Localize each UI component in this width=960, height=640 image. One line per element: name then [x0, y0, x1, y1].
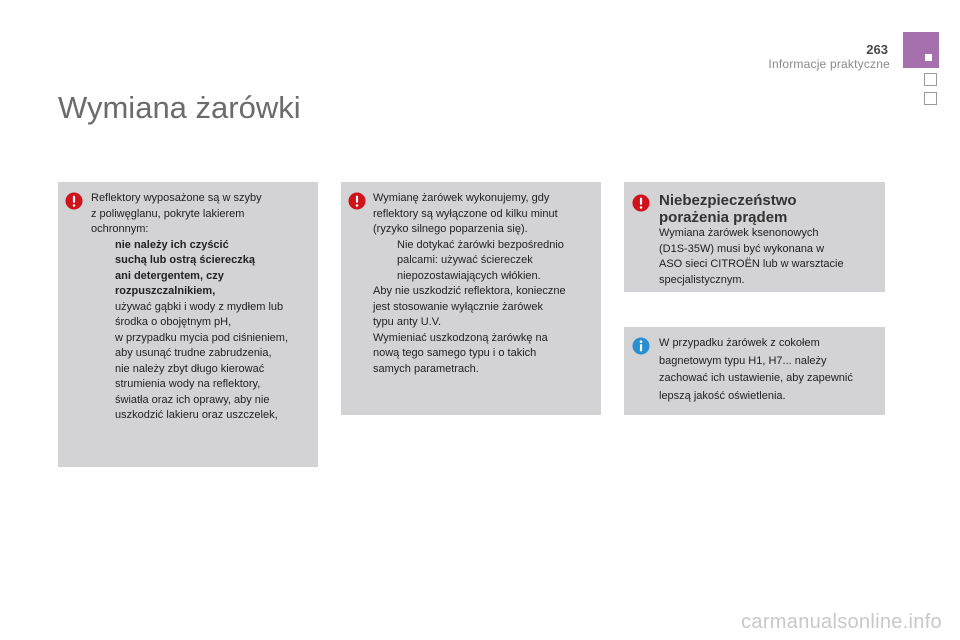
warning-box-electric-shock: [624, 182, 885, 292]
section-title: Informacje praktyczne: [768, 57, 890, 71]
box3-title: Niebezpieczeństwo porażenia prądem: [659, 192, 797, 226]
box4-body: W przypadku żarówek z cokołem bagnetowym typu H1, H7... należy zachować ich ustawienie, aby zapewnić lepszą jakość oświetlenia.: [659, 337, 853, 402]
info-icon: [632, 337, 650, 355]
info-box-bayonet-bulbs: [624, 327, 885, 415]
box2-outro: Aby nie uszkodzić reflektora, konieczne jest stosowanie wyłącznie żarówek typu anty U.V. Wymieniać uszkodzoną żarówkę na nową tego samego typu i o takich samych parametrach.: [373, 285, 566, 375]
warning-box-cleaning: [58, 182, 318, 467]
tab-marker-icon: [925, 54, 932, 61]
warning-box-bulb-handling: [341, 182, 601, 415]
list-item: Nie dotykać żarówki bezpośrednio palcami: używać ściereczek niepozostawiających włókien.: [397, 238, 564, 282]
chapter-tab[interactable]: [924, 92, 937, 105]
box3-body: Wymiana żarówek ksenonowych (D1S-35W) musi być wykonana w ASO sieci CITROËN lub w warsztacie specjalistycznym.: [659, 227, 844, 286]
list-item: nie należy ich czyścić suchą lub ostrą ściereczką ani detergentem, czy rozpuszczalnikiem,: [115, 238, 256, 297]
list-item: w przypadku mycia pod ciśnieniem, aby usunąć trudne zabrudzenia, nie należy zbyt długo kierować strumienia wody na reflektory, światła oraz ich oprawy, aby nie uszkodzić lakieru oraz uszczelek,: [115, 331, 289, 421]
warning-icon: [348, 192, 366, 210]
list-item: używać gąbki i wody z mydłem lub środka o obojętnym pH,: [115, 300, 284, 328]
box2-list: [373, 238, 595, 285]
box1-intro: Reflektory wyposażone są w szyby z poliwęglanu, pokryte lakierem ochronnym:: [91, 192, 262, 235]
box1-list: [91, 238, 310, 424]
warning-icon: [65, 192, 83, 210]
page-heading: Wymiana żarówki: [58, 90, 301, 125]
footer-watermark: carmanualsonline.info: [741, 611, 942, 633]
chapter-tab[interactable]: [924, 73, 937, 86]
warning-icon: [632, 194, 650, 212]
page-number: 263: [866, 42, 888, 57]
box2-intro: Wymianę żarówek wykonujemy, gdy reflektory są wyłączone od kilku minut (ryzyko silnego poparzenia się).: [373, 192, 558, 235]
chapter-tab-active[interactable]: [903, 32, 939, 68]
